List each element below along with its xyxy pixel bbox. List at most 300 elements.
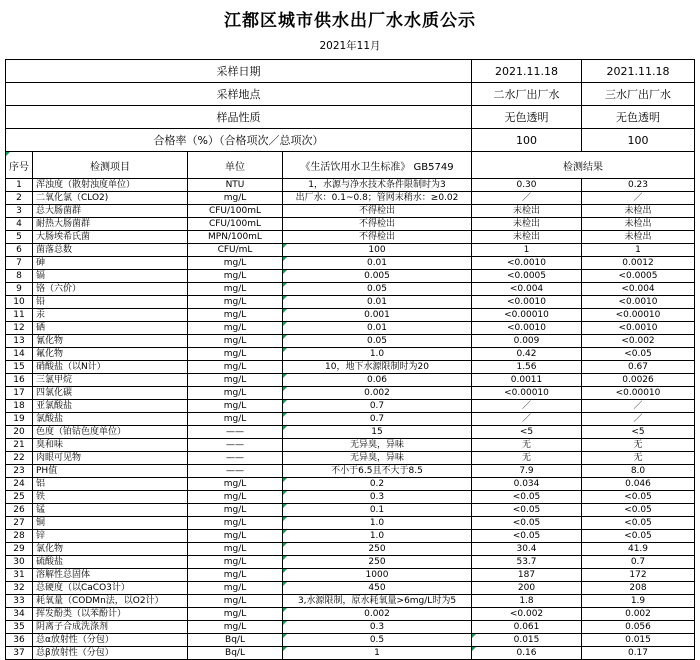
row-result-plant2 — [472, 400, 582, 413]
page-title: 江都区城市供水出厂水水质公示 — [224, 11, 476, 31]
header-no — [6, 152, 33, 179]
row-standard-text: 不小于6.5且不大于8.5 — [331, 465, 423, 476]
row-item-text: 氰化物 — [36, 335, 64, 346]
info-row — [6, 60, 695, 83]
row-unit-text: mg/L — [223, 491, 247, 502]
info-value-plant2-text: 二水厂出厂水 — [493, 88, 560, 101]
row-standard — [283, 231, 472, 244]
row-unit — [188, 530, 283, 543]
row-standard — [283, 504, 472, 517]
row-unit-text: mg/L — [223, 374, 247, 385]
row-item-text: 氟化物 — [36, 348, 64, 359]
row-no — [6, 530, 33, 543]
row-standard — [283, 387, 472, 400]
row-result-plant2 — [472, 296, 582, 309]
row-unit — [188, 387, 283, 400]
row-result-plant2 — [472, 491, 582, 504]
row-standard — [283, 465, 472, 478]
row-result-plant2-text: 1.8 — [519, 595, 534, 606]
row-unit-text: Bq/L — [225, 634, 245, 645]
row-standard — [283, 179, 472, 192]
row-item-text: 汞 — [36, 309, 46, 320]
row-standard — [283, 439, 472, 452]
row-standard-text: 0.002 — [364, 387, 390, 398]
row-result-plant3 — [582, 465, 695, 478]
row-item — [33, 491, 188, 504]
info-value-plant3 — [582, 106, 695, 129]
row-no — [6, 634, 33, 647]
row-unit — [188, 634, 283, 647]
row-result-plant3-text: <0.00010 — [615, 309, 661, 320]
info-value-plant3-text: 2021.11.18 — [606, 64, 670, 78]
cell-flag-marker-icon — [283, 257, 287, 261]
row-item-text: 四氯化碳 — [36, 387, 73, 398]
row-unit-text: mg/L — [223, 621, 247, 632]
row-item-text: 阴离子合成洗涤剂 — [36, 621, 109, 632]
row-no — [6, 270, 33, 283]
row-standard-text: 0.002 — [364, 608, 390, 619]
row-result-plant2 — [472, 530, 582, 543]
cell-flag-marker-icon — [283, 556, 287, 560]
row-no-text: 27 — [13, 517, 25, 528]
row-result-plant2 — [472, 179, 582, 192]
row-result-plant3 — [582, 595, 695, 608]
row-no — [6, 504, 33, 517]
row-standard-text: 0.3 — [369, 491, 385, 502]
header-unit-text: 单位 — [225, 161, 245, 173]
row-unit-text: Bq/L — [225, 647, 245, 658]
row-result-plant3 — [582, 478, 695, 491]
row-result-plant2 — [472, 439, 582, 452]
row-result-plant2-text: 30.4 — [516, 543, 537, 554]
info-value-plant3-text: 无色透明 — [616, 111, 660, 124]
table-row — [6, 244, 695, 257]
row-item-text: 锰 — [36, 504, 46, 515]
row-result-plant2-text: 200 — [517, 582, 536, 593]
row-standard-text: 不得检出 — [358, 231, 395, 242]
row-standard-text: 250 — [368, 543, 386, 554]
row-standard-text: 不得检出 — [358, 205, 395, 216]
row-item-text: 浑浊度（散射浊度单位） — [36, 179, 136, 190]
row-item-text: PH值 — [36, 465, 58, 476]
row-result-plant3-text: 1 — [635, 244, 641, 255]
row-standard — [283, 595, 472, 608]
table-row — [6, 647, 695, 660]
cell-flag-marker-icon — [283, 348, 287, 352]
cell-flag-marker-icon — [283, 647, 287, 651]
row-unit — [188, 244, 283, 257]
row-result-plant3 — [582, 387, 695, 400]
row-item-text: 硫酸盐 — [36, 556, 64, 567]
header-item — [33, 152, 188, 179]
row-result-plant3-text: 0.17 — [627, 647, 649, 658]
row-standard-text: 0.01 — [366, 296, 388, 307]
row-unit-text: mg/L — [223, 569, 247, 580]
row-no — [6, 426, 33, 439]
cell-flag-marker-icon — [283, 517, 287, 521]
row-standard-text: 无异臭，异味 — [349, 439, 404, 450]
row-result-plant3 — [582, 413, 695, 426]
row-unit-text: mg/L — [223, 283, 247, 294]
row-result-plant3 — [582, 361, 695, 374]
row-standard — [283, 322, 472, 335]
row-result-plant2 — [472, 270, 582, 283]
row-result-plant2-text: <0.0010 — [506, 296, 547, 307]
row-result-plant3-text: 172 — [629, 569, 647, 580]
row-unit — [188, 361, 283, 374]
cell-flag-marker-icon — [283, 309, 287, 313]
row-unit-text: mg/L — [223, 608, 247, 619]
row-unit — [188, 283, 283, 296]
row-unit-text: mg/L — [223, 335, 247, 346]
row-item — [33, 543, 188, 556]
row-no-text: 7 — [16, 257, 22, 268]
row-no — [6, 387, 33, 400]
row-item-text: 肉眼可见物 — [36, 452, 82, 463]
row-standard — [283, 634, 472, 647]
row-result-plant2 — [472, 647, 582, 660]
row-item — [33, 205, 188, 218]
row-result-plant2 — [472, 504, 582, 517]
row-no-text: 24 — [13, 478, 25, 489]
row-result-plant3-text: 0.0026 — [622, 374, 654, 385]
row-standard — [283, 374, 472, 387]
row-result-plant3 — [582, 400, 695, 413]
row-no-text: 4 — [16, 218, 22, 229]
row-result-plant3 — [582, 608, 695, 621]
header-result — [472, 152, 695, 179]
row-item — [33, 439, 188, 452]
row-item — [33, 621, 188, 634]
row-unit-text: CFU/100mL — [208, 205, 262, 216]
row-result-plant2-text: 187 — [517, 569, 536, 580]
row-standard-text: 1000 — [365, 569, 389, 580]
row-standard — [283, 621, 472, 634]
page — [0, 6, 700, 660]
header-row — [6, 152, 695, 179]
row-result-plant2-text: 未检出 — [512, 205, 540, 216]
row-result-plant3 — [582, 218, 695, 231]
info-label-text: 样品性质 — [216, 111, 261, 124]
cell-flag-marker-icon — [283, 296, 287, 300]
row-result-plant2-text: 53.7 — [516, 556, 537, 567]
header-standard-text: 《生活饮用水卫生标准》 GB5749 — [300, 161, 454, 173]
row-result-plant3 — [582, 439, 695, 452]
row-standard-text: 1，水源与净水技术条件限制时为3 — [308, 179, 446, 190]
row-unit-text: mg/L — [223, 478, 247, 489]
table-row — [6, 478, 695, 491]
row-no — [6, 400, 33, 413]
row-item — [33, 582, 188, 595]
row-no-text: 11 — [13, 309, 25, 320]
row-item — [33, 218, 188, 231]
row-result-plant3-text: <0.05 — [624, 504, 652, 515]
row-no — [6, 569, 33, 582]
cell-flag-marker-icon — [283, 543, 287, 547]
row-standard — [283, 543, 472, 556]
row-result-plant2-text: <0.0010 — [506, 322, 547, 333]
row-standard-text: 0.01 — [366, 257, 388, 268]
row-item-text: 菌落总数 — [36, 244, 73, 255]
row-result-plant3-text: <0.05 — [624, 517, 652, 528]
row-result-plant3-text: <0.004 — [621, 283, 655, 294]
table-row — [6, 361, 695, 374]
row-unit-text: CFU/100mL — [208, 218, 262, 229]
row-item — [33, 517, 188, 530]
row-item-text: 色度（铂钴色度单位） — [36, 426, 127, 437]
row-item — [33, 465, 188, 478]
row-result-plant3-text: <0.0005 — [618, 270, 658, 281]
row-no — [6, 478, 33, 491]
row-result-plant2 — [472, 309, 582, 322]
row-no-text: 19 — [13, 413, 25, 424]
row-no — [6, 452, 33, 465]
info-value-plant2 — [472, 60, 582, 83]
header-item-text: 检测项目 — [90, 161, 130, 173]
row-unit — [188, 582, 283, 595]
row-no — [6, 517, 33, 530]
cell-flag-marker-icon — [6, 152, 10, 156]
info-value-plant3 — [582, 83, 695, 106]
row-result-plant3-text: 无 — [633, 452, 643, 463]
table-row — [6, 309, 695, 322]
row-standard — [283, 608, 472, 621]
water-quality-table — [5, 59, 695, 660]
table-row — [6, 452, 695, 465]
row-result-plant3 — [582, 348, 695, 361]
row-item-text: 大肠埃希氏菌 — [36, 231, 91, 242]
row-no — [6, 556, 33, 569]
row-result-plant3-text: <0.002 — [621, 335, 655, 346]
row-unit — [188, 192, 283, 205]
cell-flag-marker-icon — [283, 491, 287, 495]
table-row — [6, 413, 695, 426]
row-no — [6, 413, 33, 426]
cell-flag-marker-icon — [283, 621, 287, 625]
row-result-plant3 — [582, 244, 695, 257]
row-standard — [283, 530, 472, 543]
row-unit — [188, 478, 283, 491]
row-unit — [188, 309, 283, 322]
row-result-plant2-text: ／ — [521, 413, 531, 424]
row-result-plant2 — [472, 543, 582, 556]
row-no-text: 8 — [16, 270, 22, 281]
row-item-text: 硒 — [36, 322, 46, 333]
table-row — [6, 387, 695, 400]
cell-flag-marker-icon — [283, 530, 287, 534]
row-result-plant3-text: 0.7 — [630, 556, 646, 567]
row-result-plant2-text: <0.004 — [509, 283, 544, 294]
row-no-text: 17 — [13, 387, 25, 398]
row-standard-text: 0.005 — [364, 270, 390, 281]
table-row — [6, 426, 695, 439]
row-no — [6, 231, 33, 244]
row-result-plant2-text: <0.0005 — [506, 270, 547, 281]
row-item — [33, 478, 188, 491]
row-result-plant3-text: ／ — [633, 400, 643, 411]
row-result-plant3-text: 0.0012 — [622, 257, 654, 268]
row-no-text: 9 — [16, 283, 22, 294]
row-item — [33, 244, 188, 257]
info-value-plant2 — [472, 106, 582, 129]
table-row — [6, 582, 695, 595]
row-item — [33, 608, 188, 621]
row-unit-text: mg/L — [223, 517, 247, 528]
cell-flag-marker-icon — [283, 374, 287, 378]
row-unit-text: mg/L — [223, 192, 247, 203]
row-item-text: 总β放射性（分包） — [36, 647, 114, 658]
row-unit-text: —— — [226, 439, 244, 450]
cell-flag-marker-icon — [283, 478, 287, 482]
row-standard-text: 450 — [368, 582, 386, 593]
row-result-plant3 — [582, 530, 695, 543]
info-row — [6, 129, 695, 152]
row-item-text: 三氯甲烷 — [36, 374, 73, 385]
row-result-plant3 — [582, 556, 695, 569]
row-result-plant3-text: <0.05 — [624, 348, 652, 359]
table-row — [6, 179, 695, 192]
row-no — [6, 465, 33, 478]
row-item-text: 铜 — [36, 517, 46, 528]
row-no — [6, 361, 33, 374]
row-standard — [283, 244, 472, 257]
row-result-plant3 — [582, 452, 695, 465]
row-unit — [188, 257, 283, 270]
row-item — [33, 504, 188, 517]
row-no-text: 29 — [13, 543, 25, 554]
row-item — [33, 283, 188, 296]
cell-flag-marker-icon — [283, 270, 287, 274]
row-no-text: 10 — [13, 296, 25, 307]
row-standard — [283, 478, 472, 491]
row-no — [6, 374, 33, 387]
table-row — [6, 530, 695, 543]
row-standard-text: 1 — [374, 647, 380, 658]
row-standard — [283, 569, 472, 582]
row-standard-text: 1.0 — [369, 530, 385, 541]
row-standard-text: 0.7 — [369, 413, 385, 424]
row-result-plant3-text: <0.0010 — [618, 296, 658, 307]
row-no-text: 15 — [13, 361, 25, 372]
row-result-plant2-text: 未检出 — [512, 218, 540, 229]
row-unit-text: —— — [226, 465, 244, 476]
row-result-plant3 — [582, 634, 695, 647]
row-result-plant2 — [472, 452, 582, 465]
row-result-plant3-text: <0.05 — [624, 491, 652, 502]
row-result-plant2 — [472, 413, 582, 426]
row-result-plant2-text: <5 — [519, 426, 534, 437]
row-result-plant3 — [582, 647, 695, 660]
row-item-text: 砷 — [36, 257, 46, 268]
table-row — [6, 517, 695, 530]
row-no-text: 22 — [13, 452, 25, 463]
row-result-plant2 — [472, 283, 582, 296]
row-item — [33, 296, 188, 309]
row-result-plant2-text: <0.05 — [512, 504, 541, 515]
table-row — [6, 231, 695, 244]
row-result-plant2-text: 0.0011 — [510, 374, 543, 385]
row-standard — [283, 582, 472, 595]
row-result-plant3 — [582, 582, 695, 595]
row-no — [6, 309, 33, 322]
row-result-plant3 — [582, 491, 695, 504]
table-row — [6, 335, 695, 348]
row-result-plant3 — [582, 309, 695, 322]
row-item — [33, 179, 188, 192]
row-no — [6, 647, 33, 660]
row-standard-text: 10，地下水源限制时为20 — [325, 361, 429, 372]
info-value-plant2-text: 无色透明 — [504, 111, 549, 124]
row-standard — [283, 426, 472, 439]
row-unit — [188, 517, 283, 530]
row-result-plant3-text: 未检出 — [624, 205, 652, 216]
row-item — [33, 452, 188, 465]
info-value-plant2-text: 2021.11.18 — [495, 64, 558, 78]
table-row — [6, 296, 695, 309]
row-result-plant2-text: 无 — [521, 452, 531, 463]
row-no-text: 20 — [13, 426, 25, 437]
row-result-plant2 — [472, 257, 582, 270]
row-no-text: 37 — [13, 647, 25, 658]
row-no-text: 23 — [13, 465, 25, 476]
row-unit — [188, 543, 283, 556]
table-row — [6, 283, 695, 296]
table-row — [6, 465, 695, 478]
row-result-plant2-text: 7.9 — [519, 465, 534, 476]
row-result-plant2 — [472, 478, 582, 491]
row-result-plant3 — [582, 426, 695, 439]
row-item-text: 溶解性总固体 — [36, 569, 91, 580]
row-no — [6, 257, 33, 270]
table-row — [6, 595, 695, 608]
row-standard-text: 15 — [371, 426, 383, 437]
row-result-plant3-text: 0.002 — [625, 608, 651, 619]
row-result-plant3 — [582, 621, 695, 634]
row-no-text: 28 — [13, 530, 25, 541]
row-standard-text: 100 — [368, 244, 386, 255]
row-standard-text: 0.7 — [369, 400, 385, 411]
row-result-plant2 — [472, 621, 582, 634]
row-item — [33, 569, 188, 582]
row-no — [6, 205, 33, 218]
row-result-plant2-text: 0.015 — [513, 634, 540, 645]
row-standard-text: 不得检出 — [358, 218, 395, 229]
row-item-text: 二氧化氯（CLO2) — [36, 192, 109, 203]
row-result-plant3-text: 0.046 — [625, 478, 651, 489]
row-result-plant3 — [582, 231, 695, 244]
row-unit-text: mg/L — [223, 543, 247, 554]
row-unit-text: mg/L — [223, 595, 247, 606]
row-result-plant2-text: 未检出 — [512, 231, 540, 242]
row-result-plant2 — [472, 192, 582, 205]
row-standard-text: 0.05 — [366, 283, 388, 294]
row-unit — [188, 218, 283, 231]
row-no-text: 13 — [13, 335, 25, 346]
cell-flag-marker-icon — [283, 322, 287, 326]
row-unit-text: MPN/100mL — [208, 231, 262, 242]
row-no — [6, 322, 33, 335]
cell-flag-marker-icon — [283, 504, 287, 508]
row-result-plant2 — [472, 387, 582, 400]
row-result-plant3 — [582, 569, 695, 582]
row-unit-text: mg/L — [223, 413, 247, 424]
row-result-plant3-text: <0.05 — [624, 530, 652, 541]
row-standard-text: 无异臭，异味 — [349, 452, 404, 463]
row-unit — [188, 400, 283, 413]
row-unit-text: mg/L — [223, 387, 247, 398]
cell-flag-marker-icon — [283, 608, 287, 612]
row-result-plant2-text: <0.05 — [512, 491, 541, 502]
